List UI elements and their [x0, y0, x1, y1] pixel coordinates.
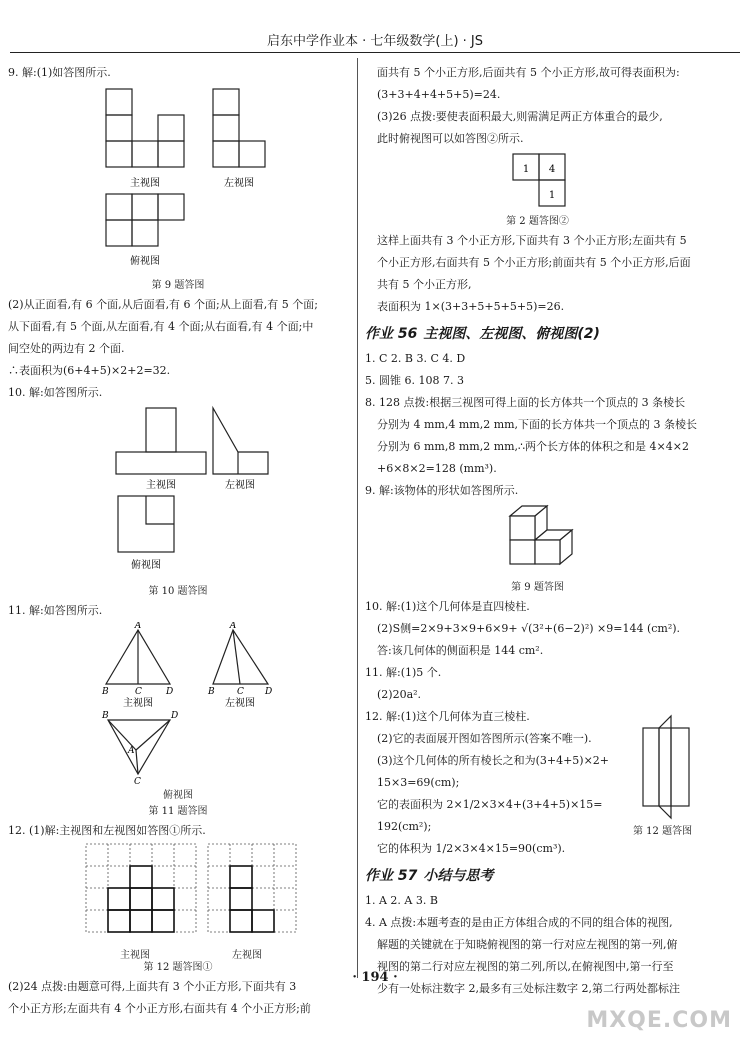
q9-line-3: 间空处的两边有 2 个面. — [8, 342, 125, 355]
section-56-number: 作业 56 — [365, 326, 418, 342]
q10-front-caption: 主视图 — [146, 480, 176, 491]
answers-5-7: 5. 圆锥 6. 108 7. 3 — [365, 374, 464, 387]
q12-left-view — [230, 866, 274, 932]
q12-title: 12. (1)解:主视图和左视图如答图①所示. — [8, 824, 206, 837]
q10-left-view — [213, 408, 268, 474]
answer-9-cube-figure — [365, 502, 710, 580]
right-line-7: 共有 5 个小正方形, — [377, 278, 472, 291]
q9-line-1: (2)从正面看,有 6 个面,从后面看,有 6 个面;从上面看,有 5 个面; — [8, 298, 318, 311]
section-57-heading — [365, 862, 710, 890]
q12-figure-caption: 第 12 题答图① — [143, 962, 213, 973]
q2-cell-1: 1 — [522, 164, 530, 175]
right-line-2: (3+3+4+4+5+5)=24. — [377, 88, 501, 101]
answer-12-net — [643, 716, 689, 818]
q11-top-caption: 俯视图 — [163, 790, 193, 801]
q10-top-caption: 俯视图 — [131, 560, 161, 571]
q9-line-4: ∴表面积为(6+4+5)×2+2=32. — [8, 364, 171, 377]
q11-front-caption: 主视图 — [123, 698, 153, 709]
q9-top-caption: 俯视图 — [130, 256, 160, 267]
q2-figure-caption: 第 2 题答图② — [506, 216, 569, 227]
page-number: · 194 · — [352, 970, 398, 985]
answers-1-4: 1. C 2. B 3. C 4. D — [365, 352, 466, 365]
running-header: 启东中学作业本 · 七年级数学(上) · JS — [266, 34, 484, 49]
q2-answer-figure-2 — [365, 150, 710, 214]
q11-left-view — [213, 630, 268, 684]
right-line-8: 表面积为 1×(3+3+5+5+5+5)=26. — [377, 300, 565, 313]
q9-title: 9. 解:(1)如答图所示. — [8, 66, 111, 79]
q12-front-view — [108, 866, 174, 932]
q12-view-captions — [8, 946, 348, 960]
q10-left-caption: 左视图 — [225, 480, 255, 491]
section-56-title: 主视图、左视图、俯视图(2) — [423, 326, 600, 342]
q10-figure-caption: 第 10 题答图 — [148, 586, 208, 597]
q11-left-label-b: B — [208, 687, 215, 697]
q11-front-label-b: B — [102, 687, 109, 697]
q9-line-2: 从下面看,有 5 个面,从左面看,有 4 个面;从右面看,有 4 个面;中 — [8, 320, 314, 333]
q11-figure — [8, 622, 348, 792]
answer-57-4-line-2: 解题的关键就在于知晓俯视图的第一行对应左视图的第一列,俯 — [377, 938, 678, 951]
answer-57-4-line-4: 少有一处标注数字 2,最多有三处标注数字 2,第二行两处都标注 — [377, 982, 680, 995]
section-57-title: 小结与思考 — [423, 868, 494, 884]
q9-views-top-figure — [8, 84, 348, 192]
q11-top-label-b: B — [102, 711, 109, 721]
q11-top-label-c: C — [134, 777, 141, 787]
q10-title: 10. 解:如答图所示. — [8, 386, 103, 399]
section-56-heading — [365, 320, 710, 348]
q9-figure-caption: 第 9 题答图 — [151, 280, 205, 291]
answer-11-line-2: (2)20a². — [377, 688, 422, 701]
q11-left-label-c: C — [237, 687, 244, 697]
q2-grid — [513, 154, 565, 206]
q11-top-label-d: D — [171, 711, 179, 721]
right-line-4: 此时俯视图可以如答图②所示. — [377, 132, 524, 145]
answer-12-caption: 第 12 题答图 — [633, 826, 693, 837]
answer-57-4-line-1: 4. A 点拨:本题考查的是由正方体组合成的不同的组合体的视图, — [365, 916, 673, 929]
q11-front-view — [106, 630, 170, 684]
q11-top-view — [108, 720, 170, 774]
watermark: MXQE.COM — [586, 1008, 732, 1033]
q9-left-view — [213, 89, 265, 167]
answer-12-line-3: (3)这个几何体的所有棱长之和为(3+4+5)×2+ — [377, 754, 610, 767]
q12-left-caption: 左视图 — [232, 950, 262, 961]
q10-figure — [8, 404, 348, 584]
q11-figure-caption: 第 11 题答图 — [148, 806, 208, 817]
q2-cell-3: 1 — [548, 190, 556, 201]
answer-10-line-1: 10. 解:(1)这个几何体是直四棱柱. — [365, 600, 530, 613]
right-line-5: 这样上面共有 3 个小正方形,下面共有 3 个小正方形;左面共有 5 — [377, 234, 687, 247]
q11-left-label-a: A — [229, 622, 237, 631]
q10-top-view — [118, 496, 174, 552]
q9-top-view-figure — [8, 192, 348, 278]
answers-57-1-3: 1. A 2. A 3. B — [365, 894, 438, 907]
answer-10-line-2: (2)S侧=2×9+3×9+6×9+ √(3²+(6−2)²) ×9=144 (cm²). — [377, 622, 681, 635]
q9-left-caption: 左视图 — [224, 178, 254, 189]
answer-12-line-7: 它的体积为 1/2×3×4×15=90(cm³). — [377, 842, 566, 855]
q11-front-label-d: D — [166, 687, 174, 697]
q9-front-view — [106, 89, 184, 167]
q11-front-label-c: C — [135, 687, 142, 697]
answer-8-line-2: 分别为 4 mm,4 mm,2 mm,下面的长方体共一个顶点的 3 条棱长 — [377, 418, 698, 431]
answer-12-line-5: 它的表面积为 2×1/2×3×4+(3+4+5)×15= — [377, 798, 603, 811]
right-line-6: 个小正方形,右面共有 5 个小正方形;前面共有 5 个小正方形,后面 — [377, 256, 691, 269]
left-column — [8, 62, 348, 1020]
answer-8-line-4: +6×8×2=128 (mm³). — [377, 462, 497, 475]
q9-top-view — [106, 194, 184, 246]
answer-12-line-2: (2)它的表面展开图如答图所示(答案不唯一). — [377, 732, 592, 745]
answer-11-line-1: 11. 解:(1)5 个. — [365, 666, 442, 679]
q10-front-view — [116, 408, 206, 474]
q12-figure — [8, 842, 348, 946]
right-column — [365, 62, 710, 1000]
answer-12-line-6: 192(cm²); — [377, 820, 432, 833]
right-line-1: 面共有 5 个小正方形,后面共有 5 个小正方形,故可得表面积为: — [377, 66, 680, 79]
q12-line-2: 个小正方形;左面共有 4 个小正方形,右面共有 4 个小正方形;前 — [8, 1002, 311, 1015]
answer-8-line-3: 分别为 6 mm,8 mm,2 mm,∴两个长方体的体积之和是 4×4×2 — [377, 440, 689, 453]
q11-title: 11. 解:如答图所示. — [8, 604, 103, 617]
answer-12-line-4: 15×3=69(cm); — [377, 776, 460, 789]
answer-9-caption: 第 9 题答图 — [511, 582, 564, 593]
answer-57-4-line-3: 视图的第二行对应左视图的第二列,所以,在俯视图中,第一行至 — [377, 960, 674, 973]
answer-8-line-1: 8. 128 点拨:根据三视图可得上面的长方体共一个顶点的 3 条棱长 — [365, 396, 686, 409]
q11-left-caption: 左视图 — [225, 698, 255, 709]
q11-left-label-d: D — [265, 687, 273, 697]
section-57-number: 作业 57 — [365, 868, 418, 884]
answer-12-line-1: 12. 解:(1)这个几何体为直三棱柱. — [365, 710, 530, 723]
q9-front-caption: 主视图 — [130, 178, 160, 189]
answer-10-line-3: 答:该几何体的侧面积是 144 cm². — [377, 644, 544, 657]
answer-9-cubes — [510, 506, 572, 564]
header-rule — [10, 52, 740, 53]
answer-12-net-figure — [635, 712, 705, 822]
q12-line-1: (2)24 点拨:由题意可得,上面共有 3 个小正方形,下面共有 3 — [8, 980, 297, 993]
q11-front-label-a: A — [134, 622, 142, 631]
column-divider — [357, 58, 358, 978]
q2-cell-2: 4 — [548, 164, 556, 175]
right-line-3: (3)26 点拨:要使表面积最大,则需满足两正方体重合的最少, — [377, 110, 663, 123]
answer-12-block — [365, 706, 710, 860]
answer-9: 9. 解:该物体的形状如答图所示. — [365, 484, 519, 497]
q11-top-label-a: A — [128, 746, 135, 756]
q12-front-caption: 主视图 — [120, 950, 150, 961]
